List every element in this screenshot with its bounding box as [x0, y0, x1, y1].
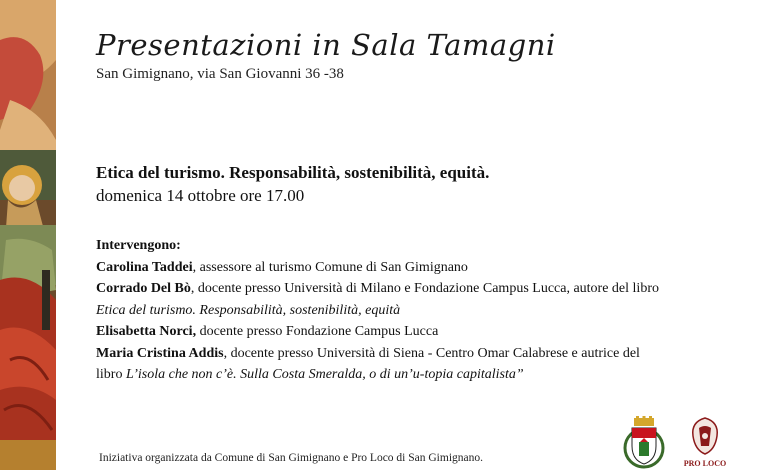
speaker-name: Carolina Taddei [96, 259, 193, 275]
venue-address: San Gimignano, via San Giovanni 36 -38 [96, 66, 344, 82]
pro-loco-logo [683, 416, 727, 475]
speaker-name: Elisabetta Norci, [96, 324, 197, 339]
page-title: Presentazioni in Sala Tamagni [96, 28, 556, 62]
book-title: Etica del turismo. Responsabilità, sostenibilità, equità [96, 302, 401, 318]
comune-coat-of-arms-logo [622, 416, 666, 475]
speaker-name: Maria Cristina Addis [96, 345, 224, 361]
pro-loco-wordmark: PRO LOCO [683, 459, 727, 468]
speaker-entry [96, 321, 766, 343]
speaker-role: docente presso Fondazione Campus Lucca [196, 324, 439, 339]
speaker-entry [96, 278, 766, 300]
footer-organizers: Iniziativa organizzata da Comune di San Gimignano e Pro Loco di San Gimignano. [99, 452, 483, 464]
speakers-heading: Intervengono: [96, 238, 181, 253]
speaker-entry [96, 343, 766, 365]
event-date: domenica 14 ottobre ore 17.00 [96, 186, 305, 205]
speaker-role: , assessore al turismo Comune di San Gimignano [192, 259, 468, 275]
speaker-role: , docente presso Università di Siena - Centro Omar Calabrese e autrice del [223, 345, 640, 361]
speaker-entry [96, 257, 766, 279]
book-title: libro L’isola che non c’è. Sulla Costa Smeralda, o di un’u-topia capitalista” [96, 367, 524, 382]
painting-image [0, 0, 56, 470]
speaker-role: , docente presso Università di Milano e Fondazione Campus Lucca, autore del libro [190, 281, 659, 296]
painting-strip [0, 0, 56, 470]
event-title: Etica del turismo. Responsabilità, sostenibilità, equità. [96, 163, 490, 182]
speakers-section [96, 235, 766, 386]
speaker-name: Corrado Del Bò [96, 281, 191, 296]
